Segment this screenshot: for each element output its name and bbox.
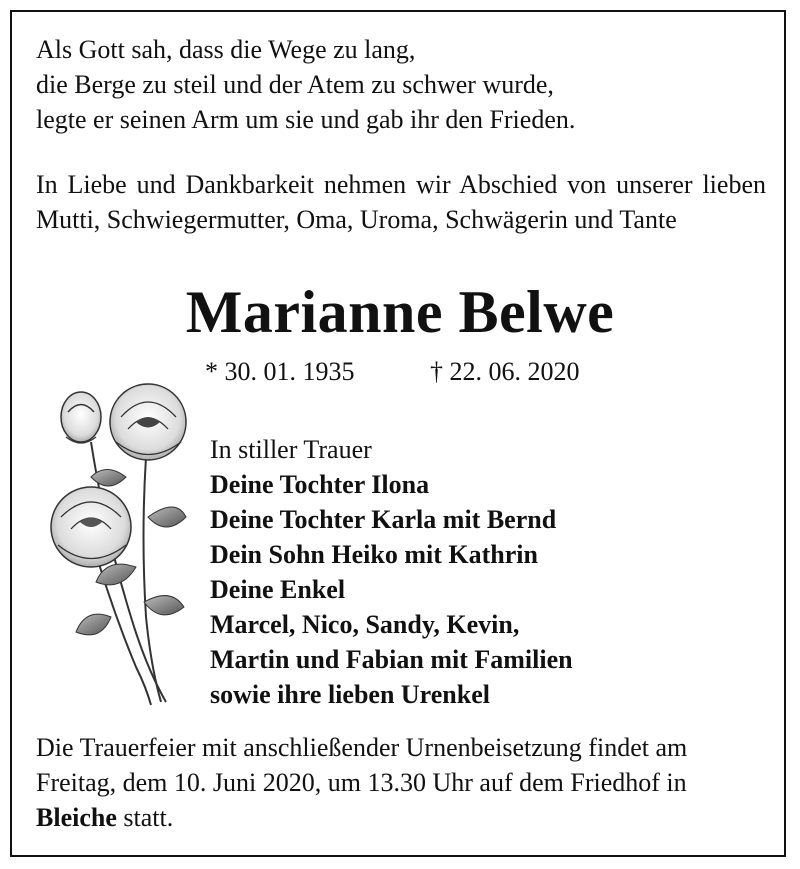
roses-illustration: [36, 367, 206, 707]
mourner-line: Deine Tochter Ilona: [210, 470, 430, 499]
mourner-line: Deine Tochter Karla mit Bernd: [210, 505, 557, 534]
mourner-line: Dein Sohn Heiko mit Kathrin: [210, 540, 538, 569]
poem: [36, 32, 575, 137]
poem-line: die Berge zu steil und der Atem zu schwer wurde,: [36, 70, 554, 99]
service-line: [36, 800, 687, 835]
service-line: Die Trauerfeier mit anschließender Urnenbeisetzung findet am: [36, 733, 688, 762]
poem-line: Als Gott sah, dass die Wege zu lang,: [36, 35, 416, 64]
mourner-line: sowie ihre lieben Urenkel: [210, 680, 490, 709]
death-date: † 22. 06. 2020: [430, 357, 580, 386]
obituary-card: [10, 10, 786, 857]
poem-line: legte er seinen Arm um sie und gab ihr den Frieden.: [36, 105, 576, 134]
mourner-line: Deine Enkel: [210, 575, 346, 604]
mourner-line: Marcel, Nico, Sandy, Kevin,: [210, 610, 520, 639]
intro-text: In Liebe und Dankbarkeit nehmen wir Abschied von unserer lieben Mutti, Schwiegermutter, Oma, Uroma, Schwägerin und Tante: [36, 170, 766, 234]
service-info: [36, 730, 687, 835]
mourner-line: Martin und Fabian mit Familien: [210, 645, 573, 674]
birth-date: * 30. 01. 1935: [205, 357, 355, 386]
service-suffix: statt.: [116, 803, 174, 832]
service-line: Freitag, dem 10. Juni 2020, um 13.30 Uhr auf dem Friedhof in: [36, 768, 687, 797]
deceased-name: Marianne Belwe: [185, 279, 615, 345]
mourners-list: [210, 432, 573, 712]
mourners-heading: In stiller Trauer: [210, 435, 372, 464]
service-place: Bleiche: [36, 803, 117, 832]
